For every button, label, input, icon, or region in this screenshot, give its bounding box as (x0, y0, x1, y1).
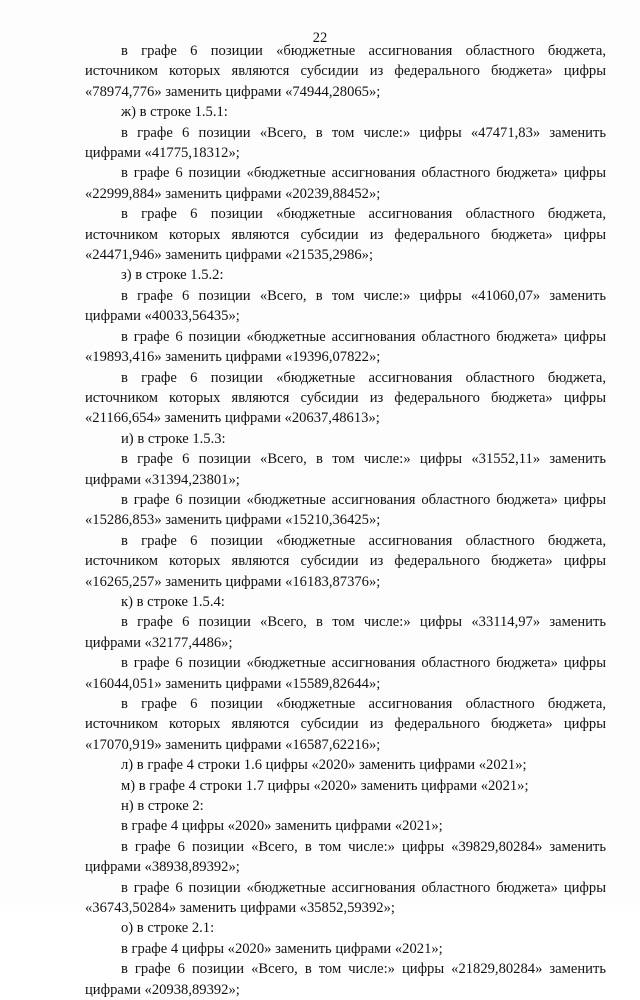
document-body (85, 41, 606, 1000)
paragraph: в графе 6 позиции «бюджетные ассигнования областного бюджета, источником которых являются субсидии из федерального бюджета» цифры «21166,654» заменить цифрами «20637,48613»; (85, 369, 606, 427)
subitem-heading: ж) в строке 1.5.1: (121, 104, 228, 121)
paragraph: в графе 6 позиции «Всего, в том числе:» цифры «21829,80284» заменить цифрами «20938,89392»; (85, 961, 606, 998)
paragraph: в графе 6 позиции «бюджетные ассигнования областного бюджета, источником которых являются субсидии из федерального бюджета» цифры «17070,919» заменить цифрами «16587,62216»; (85, 696, 606, 753)
subitem-heading: и) в строке 1.5.3: (121, 430, 226, 447)
paragraph: в графе 6 позиции «бюджетные ассигнования областного бюджета» цифры «36743,50284» заменить цифрами «35852,59392»; (85, 879, 606, 917)
paragraph: в графе 6 позиции «бюджетные ассигнования областного бюджета» цифры «22999,884» заменить цифрами «20239,88452»; (85, 165, 606, 202)
page-number: 22 (312, 30, 328, 46)
paragraph: в графе 6 позиции «бюджетные ассигнования областного бюджета» цифры «15286,853» заменить цифрами «15210,36425»; (85, 491, 606, 529)
paragraph: в графе 6 позиции «Всего, в том числе:» цифры «31552,11» заменить цифрами «31394,23801»; (85, 451, 606, 488)
paragraph: в графе 6 позиции «Всего, в том числе:» цифры «39829,80284» заменить цифрами «38938,89392»; (85, 838, 606, 876)
paragraph: в графе 6 позиции «Всего, в том числе:» цифры «47471,83» заменить цифрами «41775,18312»; (85, 124, 606, 162)
subitem-heading: з) в строке 1.5.2: (121, 267, 224, 284)
paragraph: в графе 6 позиции «бюджетные ассигнования областного бюджета» цифры «19893,416» заменить цифрами «19396,07822»; (85, 328, 606, 366)
paragraph: в графе 6 позиции «Всего, в том числе:» цифры «41060,07» заменить цифрами «40033,56435»; (85, 287, 606, 325)
paragraph: в графе 6 позиции «бюджетные ассигнования областного бюджета, источником которых являются субсидии из федерального бюджета» цифры «24471,946» заменить цифрами «21535,2986»; (85, 206, 606, 264)
paragraph: в графе 4 цифры «2020» заменить цифрами «2021»; (121, 818, 443, 835)
paragraph: в графе 6 позиции «Всего, в том числе:» цифры «33114,97» заменить цифрами «32177,4486»; (85, 614, 606, 651)
paragraph: в графе 6 позиции «бюджетные ассигнования областного бюджета, источником которых являются субсидии из федерального бюджета» цифры «16265,257» заменить цифрами «16183,87376»; (85, 532, 606, 590)
paragraph: в графе 6 позиции «бюджетные ассигнования областного бюджета» цифры «16044,051» заменить цифрами «15589,82644»; (85, 655, 606, 692)
paragraph: в графе 4 цифры «2020» заменить цифрами «2021»; (121, 940, 443, 957)
subitem-heading: к) в строке 1.5.4: (121, 593, 225, 610)
subitem-heading: л) в графе 4 строки 1.6 цифры «2020» заменить цифрами «2021»; (121, 757, 527, 774)
paragraph: в графе 6 позиции «бюджетные ассигнования областного бюджета, источником которых являются субсидии из федерального бюджета» цифры «78974,776» заменить цифрами «74944,28065»; (85, 43, 606, 100)
subitem-heading: м) в графе 4 строки 1.7 цифры «2020» заменить цифрами «2021»; (121, 777, 529, 794)
subitem-heading: о) в строке 2.1: (121, 920, 215, 937)
subitem-heading: н) в строке 2: (121, 798, 204, 815)
